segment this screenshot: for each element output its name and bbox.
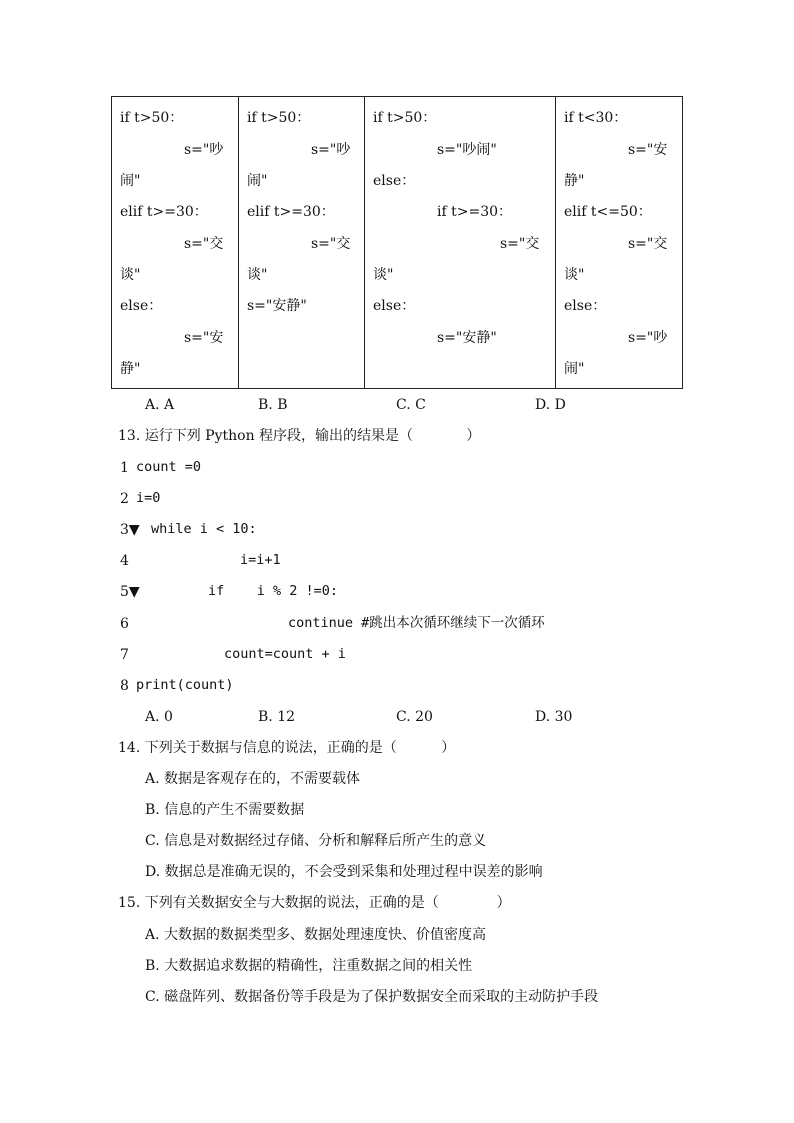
option-c-cell — [365, 97, 556, 389]
code-line: 静" — [120, 361, 141, 377]
options-table — [111, 96, 683, 389]
q14-option-a: A. 数据是客观存在的，不需要载体 — [145, 771, 361, 787]
code-line: if t<30： — [564, 110, 628, 126]
code-line: s="安 — [184, 330, 224, 346]
code-line: if t>50： — [120, 110, 184, 126]
code-line: if i % 2 !=0: — [208, 583, 339, 599]
code-line: else： — [564, 298, 607, 314]
option-b-cell — [239, 97, 365, 389]
line-number: 2 — [120, 491, 129, 507]
code-line: s="吵 — [184, 142, 224, 158]
code-line: s="交 — [184, 236, 224, 252]
code-line: s="安 — [628, 142, 668, 158]
code-line: s="安静" — [247, 298, 307, 314]
q15-option-c: C. 磁盘阵列、数据备份等手段是为了保护数据安全而采取的主动防护手段 — [145, 989, 599, 1005]
line-number: 6 — [120, 616, 129, 632]
q13-option-b: B. 12 — [258, 709, 296, 725]
code-line: 静" — [564, 173, 585, 189]
q14-option-d: D. 数据总是准确无误的，不会受到采集和处理过程中误差的影响 — [145, 864, 543, 880]
q12-option-d: D. D — [535, 397, 566, 413]
code-line: s="安静" — [437, 330, 497, 346]
code-line: s="交 — [500, 236, 540, 252]
line-number: 7 — [120, 647, 129, 663]
option-d-cell — [556, 97, 683, 389]
line-number: 1 — [120, 460, 129, 476]
code-line: s="交 — [628, 236, 668, 252]
code-line: print(count) — [136, 677, 234, 693]
code-line: s="吵闹" — [437, 142, 497, 158]
q15-option-b: B. 大数据追求数据的精确性，注重数据之间的相关性 — [145, 958, 473, 974]
code-line: 闹" — [247, 173, 268, 189]
code-line: s="交 — [311, 236, 351, 252]
code-line: 谈" — [564, 267, 585, 283]
q14-stem: 14. 下列关于数据与信息的说法，正确的是（ ） — [118, 740, 456, 756]
code-line: else： — [373, 173, 416, 189]
code-line: count=count + i — [224, 646, 346, 662]
q13-option-c: C. 20 — [396, 709, 433, 725]
line-number: 8 — [120, 678, 129, 694]
code-line: 闹" — [120, 173, 141, 189]
line-number: 4 — [120, 553, 129, 569]
q14-option-b: B. 信息的产生不需要数据 — [145, 802, 305, 818]
code-line: if t>=30： — [437, 204, 513, 220]
code-line: s="吵 — [311, 142, 351, 158]
q13-stem: 13. 运行下列 Python 程序段，输出的结果是（ ） — [118, 428, 481, 444]
code-line: i=0 — [136, 490, 161, 506]
line-number: 5▼ — [120, 584, 140, 600]
code-line: s="吵 — [628, 330, 668, 346]
q12-option-b: B. B — [258, 397, 288, 413]
code-line: else： — [120, 298, 163, 314]
code-line: 谈" — [373, 267, 394, 283]
q15-stem: 15. 下列有关数据安全与大数据的说法，正确的是（ ） — [118, 895, 511, 911]
q13-option-d: D. 30 — [535, 709, 573, 725]
q13-option-a: A. 0 — [145, 709, 173, 725]
line-number: 3▼ — [120, 522, 140, 538]
code-line: continue #跳出本次循环继续下一次循环 — [288, 615, 545, 631]
code-line: elif t<=50： — [564, 204, 652, 220]
code-line: count =0 — [136, 459, 202, 475]
code-line: else： — [373, 298, 416, 314]
code-line: i=i+1 — [240, 552, 281, 568]
q15-option-a: A. 大数据的数据类型多、数据处理速度快、价值密度高 — [145, 927, 487, 943]
q12-option-c: C. C — [396, 397, 426, 413]
code-line: elif t>=30： — [247, 204, 335, 220]
code-line: 闹" — [564, 361, 585, 377]
code-line: 谈" — [247, 267, 268, 283]
code-line: if t>50： — [373, 110, 437, 126]
option-a-cell — [112, 97, 239, 389]
code-line: if t>50： — [247, 110, 311, 126]
code-line: 谈" — [120, 267, 141, 283]
code-line: elif t>=30： — [120, 204, 208, 220]
code-line: while i < 10: — [151, 521, 257, 537]
q14-option-c: C. 信息是对数据经过存储、分析和解释后所产生的意义 — [145, 833, 487, 849]
q12-option-a: A. A — [145, 397, 175, 413]
